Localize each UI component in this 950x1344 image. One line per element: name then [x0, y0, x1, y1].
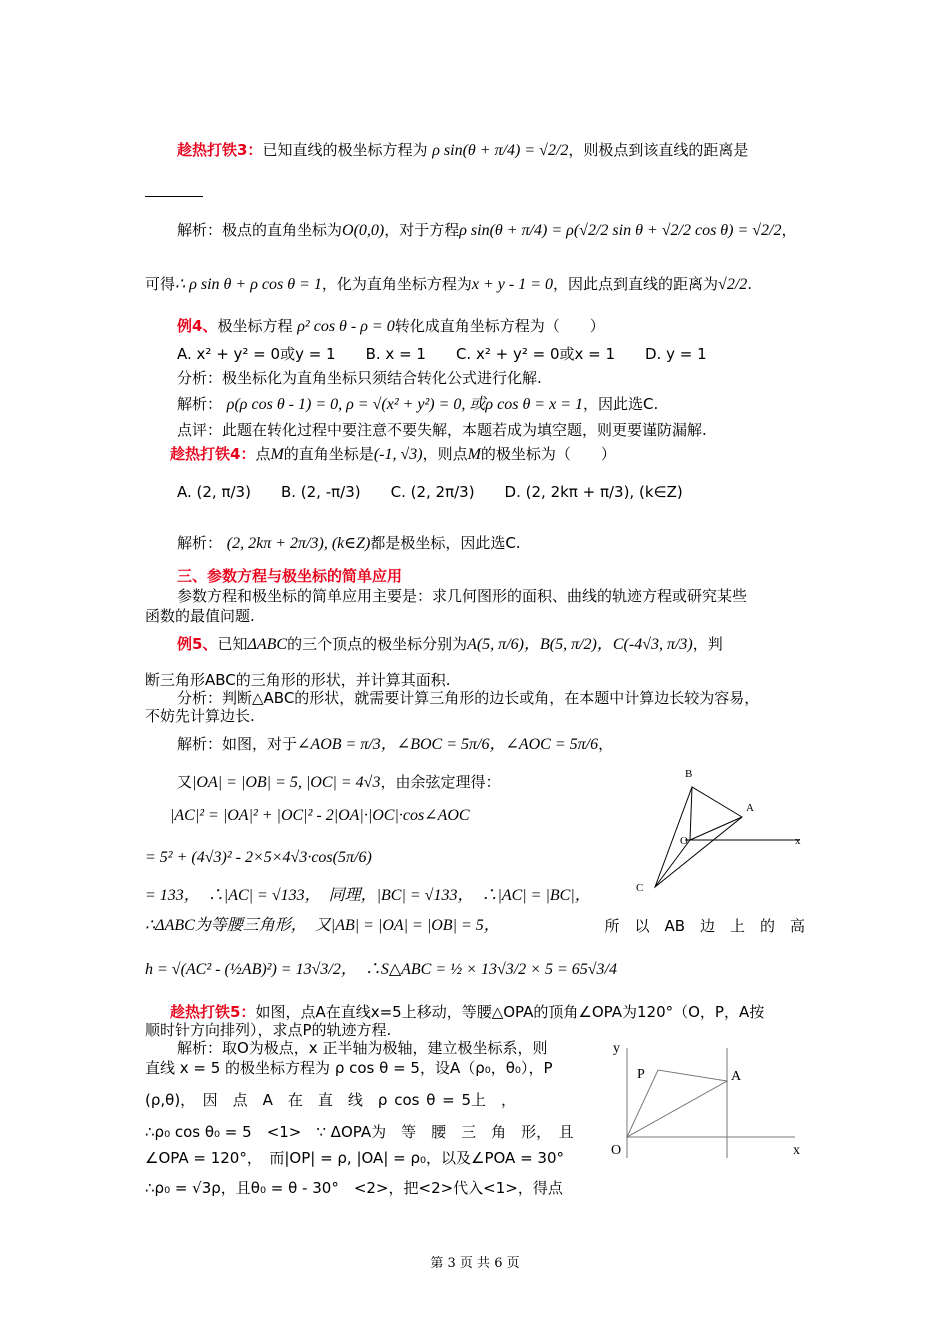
practice4-text2: 的直角坐标是: [283, 445, 374, 463]
height-area-equation: h = √(AC² - (½AB)²) = 13√3/2， ∴S△ABC = ½ × 13√3/2 × 5 = 65√3/4: [145, 961, 617, 978]
practice4-solution-text: 都是极坐标，因此选C.: [370, 534, 521, 552]
ac-bc-lengths: = 133， ∴|AC| = √133， 同理，|BC| = √133， ∴|AC| = |BC|，: [145, 887, 591, 904]
practice5-line: [170, 1002, 764, 1022]
practice3-text: 已知直线的极坐标方程为: [262, 141, 428, 159]
segment-oa: [690, 817, 742, 840]
point-m: M: [270, 446, 284, 463]
label-x-2: x: [793, 1143, 800, 1158]
example5-solution1: [177, 734, 613, 755]
practice5-solution6: ∴ρ₀ = √3ρ，且θ₀ = θ - 30° <2>，把<2>代入<1>，得点: [145, 1179, 563, 1197]
practice3-line: [177, 140, 748, 161]
cosine-law-equation: |AC|² = |OA|² + |OC|² - 2|OA|·|OC|·cos∠AOC: [170, 807, 470, 824]
triangle-figure: [630, 765, 810, 895]
label-o: O: [680, 835, 688, 847]
example5-tag: 例5、: [177, 635, 218, 653]
example5-analysis2: 不妨先计算边长.: [145, 707, 255, 725]
locus-figure: [605, 1038, 810, 1168]
practice5-line2: 顺时针方向排列），求点P的轨迹方程.: [145, 1021, 392, 1039]
segment-ob: [690, 787, 692, 840]
result-text2: ，化为直角坐标方程为: [321, 275, 472, 293]
example4-solution-label: 解析：: [177, 395, 223, 413]
cosine-law-substitution: = 5² + (4√3)² - 2×5×4√3·cos(5π/6): [145, 849, 372, 866]
practice4-solution-label: 解析：: [177, 534, 223, 552]
solution-punct: ，: [781, 221, 797, 239]
practice4-text3: ，则点: [422, 445, 468, 463]
example5-text3: ，判: [692, 635, 723, 653]
solution-text: ，对于方程: [384, 221, 460, 239]
example4-equation: ρ² cos θ - ρ = 0: [297, 318, 395, 335]
example5-solution2-label: 又: [177, 773, 193, 791]
practice3-equation: ρ sin(θ + π/4) = √2/2: [432, 142, 569, 159]
triangle-name: ΔABC: [247, 636, 288, 653]
isosceles-line: [145, 916, 805, 936]
practice3-result-line: [145, 274, 752, 295]
example5-solution-label: 解析：如图，对于: [177, 735, 298, 753]
practice5-solution4: ∴ρ₀ cos θ₀ = 5 <1> ∵ ΔOPA为 等 腰 三 角 形， 且: [145, 1123, 574, 1141]
example4-options: A. x² + y² = 0或y = 1 B. x = 1 C. x² + y² = 0或x = 1 D. y = 1: [177, 345, 707, 363]
example4-solution-text: ，因此选C.: [583, 395, 659, 413]
expansion-equation: ρ sin(θ + π/4) = ρ(√2/2 sin θ + √2/2 cos θ) = √2/2: [459, 222, 782, 239]
label-x: x: [795, 835, 801, 847]
example5-text: 已知: [217, 635, 248, 653]
example4-text2: 转化成直角坐标方程为（ ）: [394, 317, 605, 335]
section3-heading: 三、参数方程与极坐标的简单应用: [177, 567, 403, 585]
isosceles-statement: ∴ΔABC为等腰三角形， 又|AB| = |OA| = |OB| = 5，: [145, 917, 500, 934]
answer-blank: [145, 196, 203, 197]
example5-line: [177, 634, 723, 655]
practice5-solution2: 直线 x = 5 的极坐标方程为 ρ cos θ = 5，设A（ρ₀，θ₀），P: [145, 1059, 553, 1077]
label-b: B: [685, 768, 693, 780]
example4-comment: 点评：此题在转化过程中要注意不要失解，本题若成为填空题，则更要谨防漏解.: [177, 421, 707, 439]
result-text3: ，因此点到直线的距离为: [553, 275, 719, 293]
practice4-tag: 趁热打铁4：: [170, 445, 256, 463]
cartesian-equation: x + y - 1 = 0: [471, 276, 554, 293]
label-y: y: [613, 1041, 620, 1056]
example4-solution-equation: ρ(ρ cos θ - 1) = 0, ρ = √(x² + y²) = 0, 或ρ cos θ = x = 1: [226, 396, 583, 413]
example4-solution: [177, 394, 658, 415]
result-equation: ∴ ρ sin θ + ρ cos θ = 1: [175, 276, 322, 293]
label-a-2: A: [731, 1069, 742, 1084]
side-lengths: |OA| = |OB| = 5, |OC| = 4√3: [192, 774, 381, 791]
page-footer: 第 3 页 共 6 页: [430, 1256, 520, 1271]
angle-values: ∠AOB = π/3，∠BOC = 5π/6，∠AOC = 5π/6: [297, 736, 599, 753]
example4-analysis: 分析：极坐标化为直角坐标只须结合转化公式进行化解.: [177, 369, 542, 387]
vertex-coordinates: A(5, π/6)，B(5, π/2)，C(-4√3, π/3): [467, 636, 693, 653]
example5-line2: 断三角形ABC的三角形的形状，并计算其面积.: [145, 671, 451, 689]
practice3-text2: ，则极点到该直线的距离是: [568, 141, 749, 159]
practice5-solution3: (ρ,θ)， 因 点 A 在 直 线 ρ cos θ = 5上 ，: [145, 1091, 517, 1109]
solution-label: 解析：极点的直角坐标为: [177, 221, 343, 239]
section3-body2: 函数的最值问题.: [145, 607, 255, 625]
practice4-text4: 的极坐标为（ ）: [480, 445, 616, 463]
practice3-tag: 趁热打铁3：: [177, 141, 263, 159]
practice4-text: 点: [255, 445, 271, 463]
example5-solution2-text: ，由余弦定理得：: [380, 773, 501, 791]
result-period: .: [747, 275, 753, 293]
practice4-solution: [177, 533, 521, 554]
example5-text2: 的三个顶点的极坐标分别为: [287, 635, 468, 653]
practice5-solution5: ∠OPA = 120°， 而|OP| = ρ, |OA| = ρ₀，以及∠POA = 30°: [145, 1149, 564, 1167]
point-m-2: M: [467, 446, 481, 463]
example4-tag: 例4、: [177, 317, 218, 335]
label-o-2: O: [611, 1143, 622, 1158]
point-m-coordinate: (-1, √3): [373, 446, 423, 463]
label-a: A: [746, 802, 754, 814]
practice5-tag: 趁热打铁5：: [170, 1003, 256, 1021]
triangle-abc: [655, 787, 742, 887]
label-c: C: [636, 882, 644, 894]
practice3-solution-line: [177, 220, 797, 241]
label-p: P: [637, 1067, 645, 1082]
example4-text: 极坐标方程: [217, 317, 293, 335]
example5-analysis1: 分析：判断△ABC的形状，就需要计算三角形的边长或角，在本题中计算边长较为容易，: [177, 689, 760, 707]
practice5-solution1: 解析：取O为极点，x 正半轴为极轴，建立极坐标系，则: [177, 1039, 548, 1057]
practice5-text: 如图，点A在直线x=5上移动，等腰△OPA的顶角∠OPA为120°（O，P，A按: [255, 1003, 765, 1021]
example5-solution2: [177, 772, 500, 793]
practice4-options: A. (2, π/3) B. (2, -π/3) C. (2, 2π/3) D. (2, 2kπ + π/3), (k∈Z): [177, 483, 683, 501]
distance-value: √2/2: [718, 276, 748, 293]
example5-solution-punct: ，: [598, 735, 614, 753]
practice4-line: [170, 444, 616, 465]
height-text: 所 以 AB 边 上 的 高: [604, 917, 805, 935]
result-text: 可得: [145, 275, 176, 293]
section3-body1: 参数方程和极坐标的简单应用主要是：求几何图形的面积、曲线的轨迹方程或研究某些: [177, 587, 748, 605]
example4-line: [177, 316, 605, 337]
practice4-solution-equation: (2, 2kπ + 2π/3), (k∈Z): [226, 535, 371, 552]
origin-coordinate: O(0,0): [342, 222, 385, 239]
